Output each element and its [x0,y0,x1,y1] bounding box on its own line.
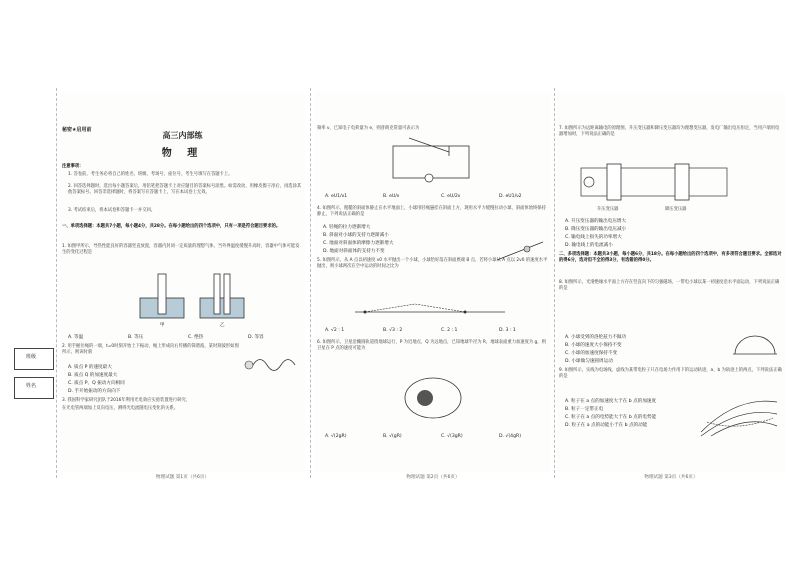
question-9: 9. 如图所示，实线为电场线，虚线为某带电粒子只在电场力作用下的运动轨迹，a、b 为轨迹上的两点，下列说法正确的是 [559,368,782,379]
q3-option-a: A. eU1/ν1 [325,194,348,199]
q3-option-c: C. eU/2ν [441,194,461,199]
q4-option-d: D. 地面对斜面体的支持力不变 [323,249,385,254]
q8-option-c: C. 小球的加速度保持不变 [565,351,618,356]
q2-option-c: C. 质点 P、Q 振动方向相同 [68,381,125,386]
q4-option-c: C. 地面对斜面体的摩擦力逐渐增大 [323,241,394,246]
q8-option-a: A. 小球受到的洛伦兹力不做功 [565,335,627,340]
q1-option-a: A. 等温 [68,335,84,340]
q5-option-a: A. √2 : 1 [325,328,345,333]
page-footer: 物理试题 第1页（共6页） [155,475,210,480]
q1-container-figure [140,270,250,330]
q6-option-b: B. √(gR) [383,434,402,439]
page-divider [554,88,555,478]
q9-option-a: A. 粒子在 a 点的加速度大于在 b 点的加速度 [565,399,657,404]
q7-option-d: D. 输电线上的电流减小 [565,243,613,248]
section-2-heading: 二、多项选择题：本题共3小题，每小题6分，共18分。在每小题给出的四个选项中，有多项符合题目要求。全部选对的得6分，选对但不全的得3分，有选错的得0分。 [559,252,782,263]
secret-label: 秘密★启用前 [62,127,92,133]
q2-wave-figure [244,354,300,376]
question-7: 7. 如图所示为远距离输电的原理图，升压变压器和降压变压器均为理想变压器，发电厂输出电压恒定，当用户端用电器增加时，下列说法正确的是 [559,126,780,137]
q5-option-d: D. 3 : 1 [499,328,516,333]
notice-item: 2. 回答选择题时，选出每小题答案后，用铅笔把答题卡上对应题目的答案标号涂黑。如需改动，用橡皮擦干净后，再选涂其他答案标号。回答非选择题时，将答案写在答题卡上，写在本试卷上无效。 [68,184,302,195]
page-footer: 物理试题 第2页（共6页） [406,475,460,480]
q3-option-b: B. eU/ν [383,194,400,199]
exam-title: 高三内部练 [162,131,203,140]
q1-option-d: D. 等容 [248,335,264,340]
q9-option-b: B. 粒子一定带正电 [565,407,604,412]
q9-field-figure [697,392,781,436]
question-6: 6. 如图所示，卫星沿椭圆轨道绕地球运行，P 为近地点，Q 为远地点，已知地球半径为 R，地球表面重力加速度为 g，则卫星在 P 点的速度可能为 [317,340,546,351]
question-5: 5. 如图所示，从 A 点以初速度 v0 水平抛出一个小球，小球恰好落在斜面底端 B 点，若将小球从 A 点以 2v0 的速度水平抛出，则小球两次在空中运动的时间之比为 [317,258,548,269]
notice-heading: 注意事项： [62,164,84,169]
q4-option-b: B. 斜面对小球的支持力逐渐减小 [323,233,389,238]
q5-option-c: C. 2 : 1 [441,328,458,333]
notice-item: 3. 考试结束后，将本试卷和答题卡一并交回。 [68,208,156,213]
question-2: 2. 用手握住绳的一端，t=0时刻开始上下振动，绳上形成向右传播的简谐波，某时刻波形如图所示，则该时刻 [62,344,239,355]
q7-option-c: C. 输电线上损失的功率增大 [565,235,622,240]
q6-option-a: A. √(2gR) [325,434,347,439]
q6-orbit-figure [403,376,463,420]
exam-page-2 [315,92,551,480]
name-label: 姓名 [26,383,37,389]
question-3: 3. 我国科学家研究团队于2016年利用光电效应实验装置进行研究， [62,398,191,403]
circuit-label-step-up: 升压变压器 [597,207,619,212]
binding-dotted-line [56,88,57,478]
notice-item: 1. 答卷前，考生务必将自己的姓名、班级、考场号、座位号、考生号填写在答题卡上。 [68,172,233,177]
q1-option-c: C. 绝热 [188,335,204,340]
page-footer: 物理试题 第3页（共6页） [644,475,698,480]
circuit-label-step-down: 降压变压器 [665,207,687,212]
q6-option-d: D. √(4gR) [499,434,521,439]
fig-label-yi: 乙 [220,323,225,328]
class-label: 班级 [26,354,37,360]
q8-semicircle-figure [733,334,777,356]
q7-transmission-figure [579,162,729,204]
question-3-continued: 在光电管两端加上反向电压，测得光电流随电压变化的关系。 [62,406,179,411]
question-4: 4. 如图所示，粗糙的斜面体静止在水平地面上，小球用轻绳悬挂在斜面上方，现用水平力缓慢拉动小球，斜面体始终保持静止，下列说法正确的是 [317,206,546,217]
q5-projectile-figure [355,298,505,318]
q8-option-d: D. 小球做匀速圆周运动 [565,359,613,364]
question-1: 1. 如图甲所示，导热性能良好的容器竖直放置，容器内封闭一定质量的理想气体，当外界温度缓慢升高时，容器中气体可能发生的变化过程是 [62,244,300,255]
question-8: 8. 如图所示，光滑绝缘水平面上方存在竖直向下的匀强磁场，一带电小球以某一初速度沿水平面运动，下列说法正确的是 [559,280,780,291]
q3-option-d: D. eU1/ν2 [499,194,522,199]
q7-option-b: B. 降压变压器的输出电压减小 [565,227,627,232]
q2-option-d: D. 手开始振动的方向向下 [68,389,121,394]
q6-option-c: C. √(3gR) [441,434,463,439]
q9-option-c: C. 粒子在 a 点的电势能大于在 b 点的电势能 [565,415,657,420]
q7-option-a: A. 升压变压器的输出电压增大 [565,219,627,224]
q2-option-a: A. 质点 P 的速度最大 [68,365,112,370]
q1-option-b: B. 等压 [128,335,144,340]
section-1-heading: 一、单项选择题：本题共7小题，每小题4分，共28分。在每小题给出的四个选项中，只有一项是符合题目要求的。 [62,224,281,229]
page-divider [310,88,311,478]
q4-option-a: A. 轻绳的拉力逐渐增大 [323,225,371,230]
q2-option-b: B. 质点 Q 的加速度最大 [68,373,118,378]
exam-page-3 [557,92,785,480]
q5-option-b: B. √3 : 2 [383,328,403,333]
q8-option-b: B. 小球的速度大小保持不变 [565,343,622,348]
subject-title: 物 理 [161,148,204,159]
fig-label-jia: 甲 [160,323,165,328]
q3-top-line: 频率 ν，已知电子电荷量为 e，则普朗克常量可表示为 [317,126,420,131]
exam-page-1 [60,92,305,480]
q3-circuit-figure [389,136,475,184]
q9-option-d: D. 粒子在 a 点的动能小于在 b 点的动能 [565,423,648,428]
